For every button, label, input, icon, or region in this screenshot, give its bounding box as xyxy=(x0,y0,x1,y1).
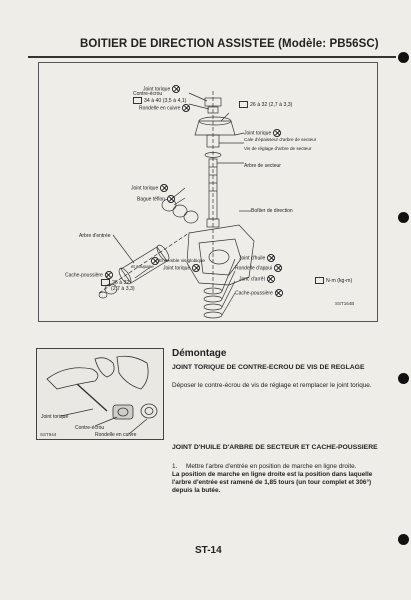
label-rondelle-appui: Rondelle d'appui xyxy=(235,264,282,272)
binding-hole xyxy=(398,534,409,545)
binding-hole xyxy=(398,373,409,384)
page-number: ST-14 xyxy=(195,545,222,556)
binding-hole xyxy=(398,52,409,63)
exploded-drawing xyxy=(39,63,379,323)
binding-hole xyxy=(398,212,409,223)
replace-part-icon xyxy=(267,275,275,283)
replace-part-icon xyxy=(267,254,275,262)
label-jonc-arret: Jonc d'arrêt xyxy=(239,275,275,283)
photo-frame xyxy=(36,348,164,440)
subheading-1: JOINT TORIQUE DE CONTRE-ECROU DE VIS DE REGLAGE xyxy=(172,364,365,371)
photo-code: SST944 xyxy=(40,432,57,437)
label-soupape: et soupape xyxy=(131,264,154,269)
label-arbre-secteur: Arbre de secteur xyxy=(244,163,281,169)
label-torque-bottom-2: (2,7 à 3,3) xyxy=(111,286,135,292)
replace-part-icon xyxy=(273,129,281,137)
replace-part-icon xyxy=(167,195,175,203)
step-number: 1. xyxy=(172,463,178,470)
subheading-2: JOINT D'HUILE D'ARBRE DE SECTEUR ET CACHE-POUSSIERE xyxy=(172,444,378,451)
label-cale-epaisseur: Cale d'épaisseur d'arbre de secteur xyxy=(244,137,317,142)
paragraph-2b: La position de marche en ligne droite est la position dans laquelle l'arbre d'entrée est ramené de 1,85 tours (un tour complet et 306°) depuis la butée. xyxy=(172,471,373,494)
section-title: Démontage xyxy=(172,348,227,359)
paragraph-2a: Mettre l'arbre d'entrée en position de marche en ligne droite. xyxy=(186,463,357,470)
torque-icon xyxy=(315,277,324,284)
label-torque-bottom-1: 26 à 32 xyxy=(101,279,129,286)
torque-icon xyxy=(133,97,142,104)
label-ensemble-vis: Ensemble vis globique xyxy=(149,257,205,265)
title-rule xyxy=(28,56,396,58)
torque-icon xyxy=(239,101,248,108)
photo-label-joint-torique: Joint torique xyxy=(41,414,69,420)
label-joint-torique-left: Joint torique xyxy=(131,184,168,192)
replace-part-icon xyxy=(274,264,282,272)
replace-part-icon xyxy=(160,184,168,192)
photo-label-contre-ecrou: Contre-écrou xyxy=(75,425,105,431)
replace-part-icon xyxy=(172,85,180,93)
label-arbre-entree: Arbre d'entrée xyxy=(79,233,111,239)
photo-label-rondelle: Rondelle en cuivre xyxy=(95,432,137,438)
label-cache-poussiere-left: Cache-poussière xyxy=(65,271,113,279)
figure-code: SST164B xyxy=(335,301,355,306)
label-joint-torique-mid: Joint torique xyxy=(244,129,281,137)
label-boitier-direction: Boîtier de direction xyxy=(251,208,293,214)
page-title: BOITIER DE DIRECTION ASSISTEE (Modèle: PB56SC) xyxy=(80,38,379,50)
label-vis-reglage: Vis de réglage d'arbre de secteur xyxy=(244,146,312,151)
replace-part-icon xyxy=(192,264,200,272)
paragraph-1: Déposer le contre-écrou de vis de réglage et remplacer le joint torique. xyxy=(172,382,372,389)
exploded-diagram xyxy=(38,62,378,322)
label-torque-top-right: 26 à 32 (2,7 à 3,3) xyxy=(239,101,292,108)
label-bague-teflon: Bague téflon xyxy=(137,195,175,203)
label-joint-torique-low: Joint torique xyxy=(163,264,200,272)
torque-icon xyxy=(101,279,110,286)
label-contre-ecrou: Contre-écrou xyxy=(133,91,163,97)
label-joint-torique-top: Joint torique xyxy=(143,85,180,93)
label-torque-top-left: 34 à 40 (3,5 à 4,1) xyxy=(133,97,186,104)
replace-part-icon xyxy=(275,289,283,297)
label-unit: N·m (kg-m) xyxy=(315,277,352,284)
replace-part-icon xyxy=(182,104,190,112)
label-joint-huile: Joint d'huile xyxy=(239,254,275,262)
label-cache-poussiere-right: Cache-poussière xyxy=(235,289,283,297)
replace-part-icon xyxy=(105,271,113,279)
label-rondelle-cuivre: Rondelle en cuivre xyxy=(139,104,190,112)
